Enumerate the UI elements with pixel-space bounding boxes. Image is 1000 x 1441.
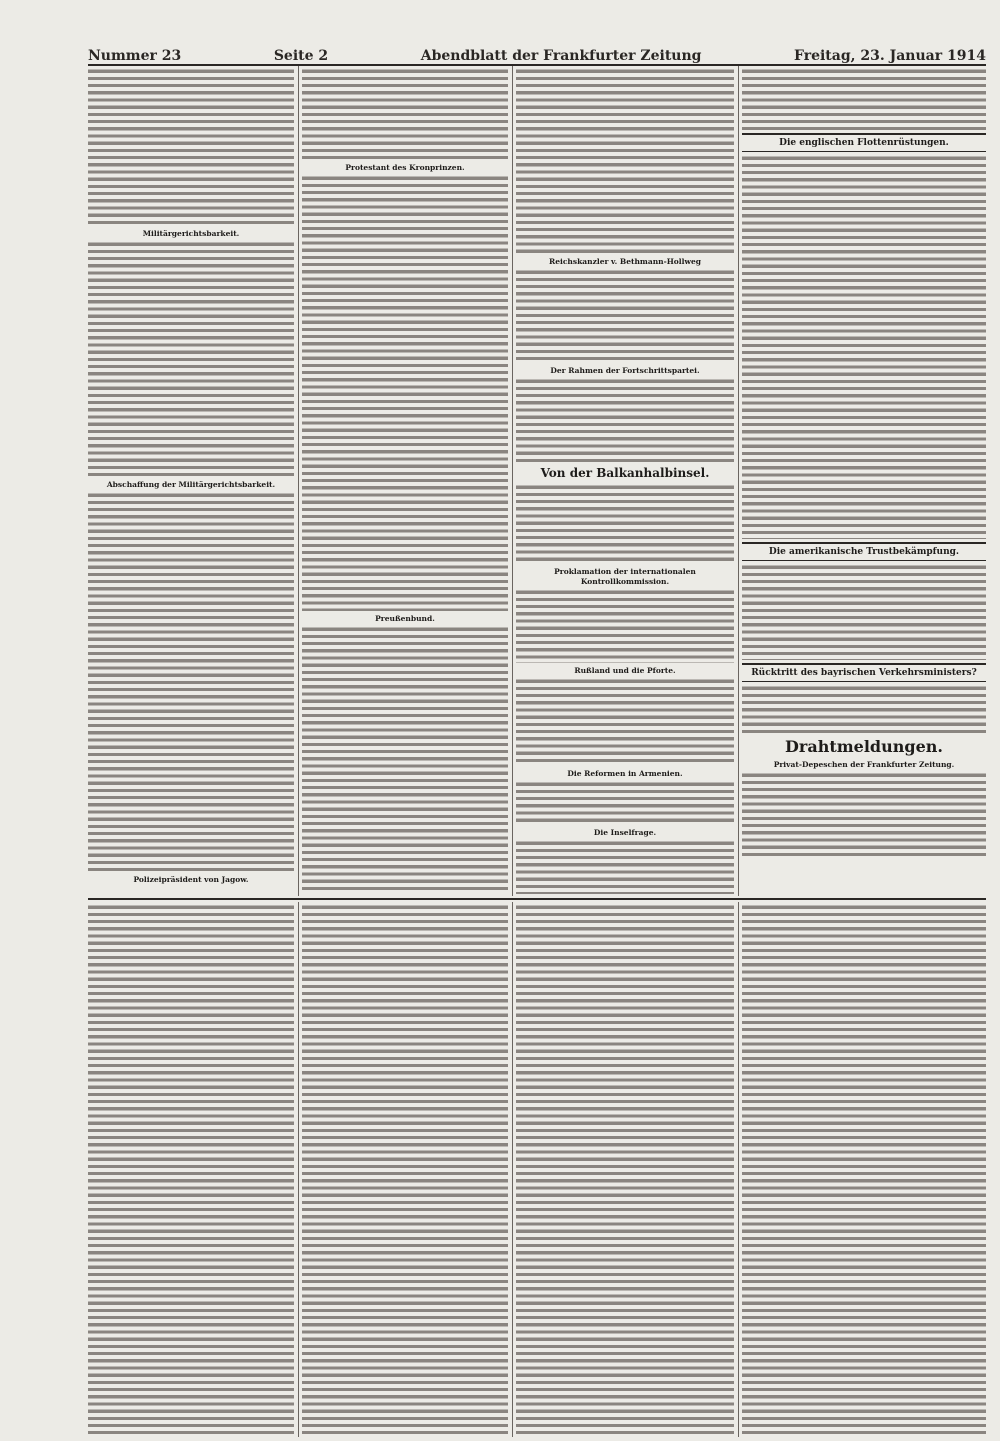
text-block: [302, 68, 508, 160]
text-block: [302, 175, 508, 611]
text-block: [302, 626, 508, 892]
text-block: [88, 492, 294, 872]
headline-protestant: Protestant des Kronprinzen.: [345, 163, 465, 172]
column-1: [88, 68, 294, 894]
lower-column-4: [742, 904, 986, 1434]
headline-reichskanzler: Reichskanzler v. Bethmann-Hollweg: [549, 257, 701, 266]
masthead: [88, 40, 986, 66]
page-number: Seite 2: [273, 48, 329, 64]
column-4: [742, 68, 986, 894]
headline-fortschrittspartei: Der Rahmen der Fortschrittspartei.: [550, 366, 700, 375]
text-block: [742, 564, 986, 660]
column-rule: [738, 66, 739, 896]
text-block: [742, 685, 986, 733]
headline-drahtmeldungen: Drahtmeldungen.: [785, 737, 943, 756]
headline-verkehrsminister: Rücktritt des bayrischen Verkehrsministers?: [742, 663, 986, 682]
text-block: [516, 378, 734, 462]
column-rule: [512, 66, 513, 896]
lower-column-3: [516, 904, 734, 1434]
column-rule: [738, 902, 739, 1437]
headline-reformen: Die Reformen in Armenien.: [567, 769, 683, 778]
column-rule: [512, 902, 513, 1437]
text-block: [516, 589, 734, 663]
text-block: [88, 241, 294, 477]
headline-militaergerichtsbarkeit: Militärgerichtsbarkeit.: [142, 229, 240, 238]
text-block: [516, 269, 734, 363]
headline-trustbekaempfung: Die amerikanische Trustbekämpfung.: [742, 542, 986, 561]
text-block: [516, 781, 734, 825]
text-block: [516, 68, 734, 254]
headline-polizeipraesident: Polizeipräsident von Jagow.: [133, 875, 249, 884]
column-2: [302, 68, 508, 894]
headline-inselfrage: Die Inselfrage.: [593, 828, 657, 837]
text-block: [742, 155, 986, 539]
headline-balkan: Von der Balkanhalbinsel.: [540, 466, 710, 480]
lower-column-1: [88, 904, 294, 1434]
column-3: [516, 68, 734, 894]
text-block: [742, 772, 986, 860]
headline-privat-depeschen: Privat-Depeschen der Frankfurter Zeitung.: [773, 760, 955, 769]
text-block: [516, 678, 734, 766]
section-rule: [88, 898, 986, 900]
headline-russland-pforte: Rußland und die Pforte.: [574, 666, 676, 675]
column-rule: [298, 66, 299, 896]
headline-preussenbund: Preußenbund.: [375, 614, 435, 623]
headline-abschaffung: Abschaffung der Militärgerichtsbarkeit.: [106, 480, 276, 489]
text-block: [516, 484, 734, 564]
paper-title: Abendblatt der Frankfurter Zeitung: [420, 48, 702, 64]
issue-number: Nummer 23: [88, 48, 182, 64]
headline-flottenruestungen: Die englischen Flottenrüstungen.: [742, 133, 986, 152]
text-block: [516, 840, 734, 894]
column-rule: [298, 902, 299, 1437]
issue-date: Freitag, 23. Januar 1914: [794, 48, 986, 64]
headline-proklamation: Proklamation der internationalen Kontrollkommission.: [554, 567, 696, 586]
lower-column-2: [302, 904, 508, 1434]
text-block: [742, 68, 986, 130]
text-block: [88, 68, 294, 226]
